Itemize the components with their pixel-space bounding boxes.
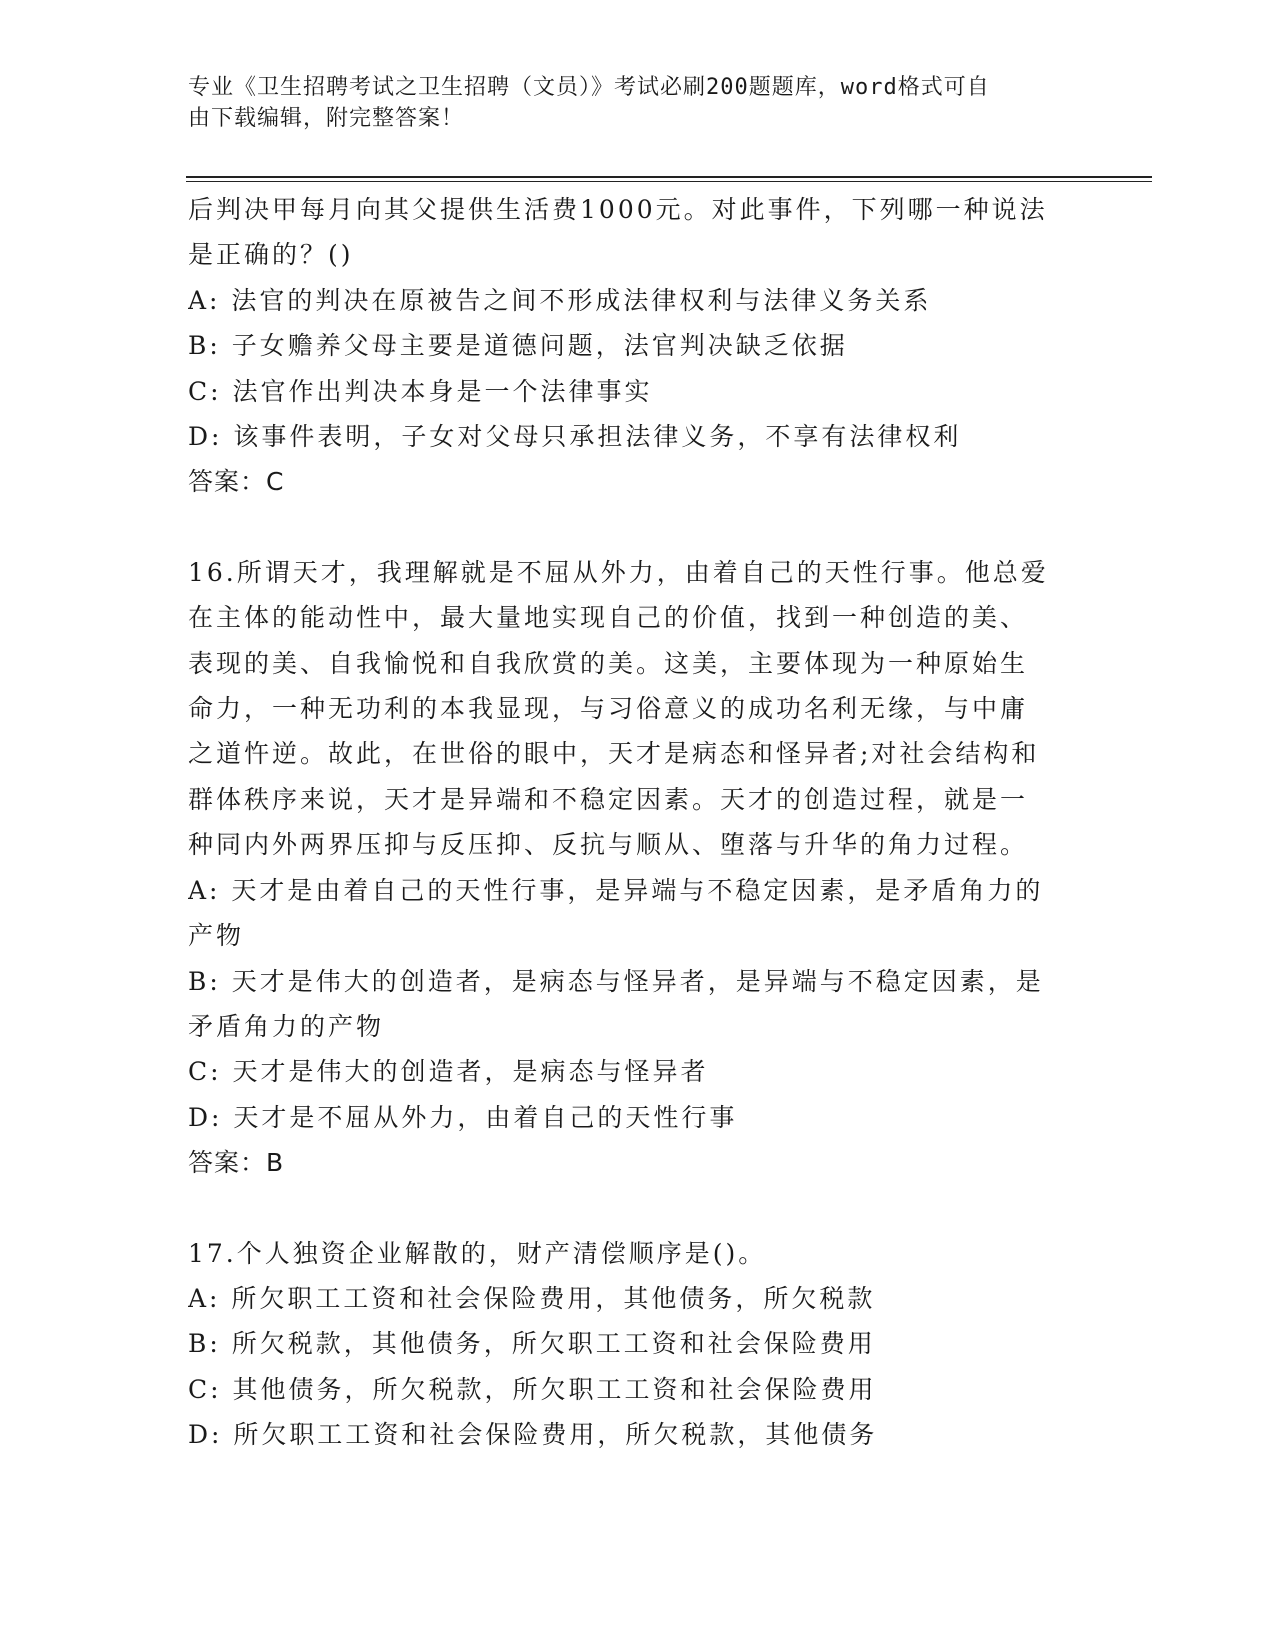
option-b: B: 所欠税款，其他债务，所欠职工工资和社会保险费用 [188, 1329, 876, 1359]
spacer [188, 505, 1088, 550]
page-header [188, 72, 1068, 134]
question-stem-line: 表现的美、自我愉悦和自我欣赏的美。这美，主要体现为一种原始生 [188, 648, 1029, 678]
answer-label: 答案：B [188, 1148, 285, 1178]
question-stem-line: 17.个人独资企业解散的，财产清偿顺序是()。 [188, 1238, 767, 1268]
option-c: C: 天才是伟大的创造者，是病态与怪异者 [188, 1057, 709, 1087]
option-b: B: 天才是伟大的创造者，是病态与怪异者，是异端与不稳定因素，是 [188, 966, 1044, 996]
option-b-continued: 矛盾角力的产物 [188, 1011, 385, 1041]
header-divider-thin [186, 181, 1152, 182]
header-title-line-2: 由下载编辑，附完整答案！ [188, 106, 465, 131]
question-stem-line: 后判决甲每月向其父提供生活费1000元。对此事件，下列哪一种说法 [188, 195, 1048, 224]
header-divider [186, 176, 1152, 178]
answer-label: 答案：C [188, 467, 285, 497]
question-stem-line: 命力，一种无功利的本我显现，与习俗意义的成功名利无缘，与中庸 [188, 694, 1029, 724]
option-a-continued: 产物 [188, 921, 245, 951]
header-title-line-1: 专业《卫生招聘考试之卫生招聘（文员）》考试必刷200题题库，word格式可自 [188, 75, 990, 100]
option-d: D: 该事件表明，子女对父母只承担法律义务，不享有法律权利 [188, 422, 962, 452]
question-stem-line: 种同内外两界压抑与反压抑、反抗与顺从、堕落与升华的角力过程。 [188, 830, 1029, 860]
question-stem-line: 16.所谓天才，我理解就是不屈从外力，由着自己的天性行事。他总爱 [188, 557, 1049, 587]
option-a: A: 所欠职工工资和社会保险费用，其他债务，所欠税款 [188, 1283, 876, 1313]
question-content [188, 187, 1088, 1458]
option-d: D: 所欠职工工资和社会保险费用，所欠税款，其他债务 [188, 1420, 878, 1450]
question-stem-line: 是正确的？() [188, 240, 354, 270]
option-b: B: 子女赡养父母主要是道德问题，法官判决缺乏依据 [188, 331, 848, 361]
question-stem-line: 群体秩序来说，天才是异端和不稳定因素。天才的创造过程，就是一 [188, 784, 1029, 814]
question-16 [188, 550, 1088, 1186]
question-15 [188, 187, 1088, 505]
option-d: D: 天才是不屈从外力，由着自己的天性行事 [188, 1102, 738, 1132]
spacer [188, 1186, 1088, 1231]
question-stem-line: 在主体的能动性中，最大量地实现自己的价值，找到一种创造的美、 [188, 603, 1029, 633]
option-c: C: 其他债务，所欠税款，所欠职工工资和社会保险费用 [188, 1374, 877, 1404]
option-c: C: 法官作出判决本身是一个法律事实 [188, 376, 653, 406]
question-stem-line: 之道忤逆。故此，在世俗的眼中，天才是病态和怪异者;对社会结构和 [188, 739, 1040, 769]
option-a: A: 法官的判决在原被告之间不形成法律权利与法律义务关系 [188, 285, 932, 315]
option-a: A: 天才是由着自己的天性行事，是异端与不稳定因素，是矛盾角力的 [188, 875, 1044, 905]
question-17 [188, 1231, 1088, 1458]
